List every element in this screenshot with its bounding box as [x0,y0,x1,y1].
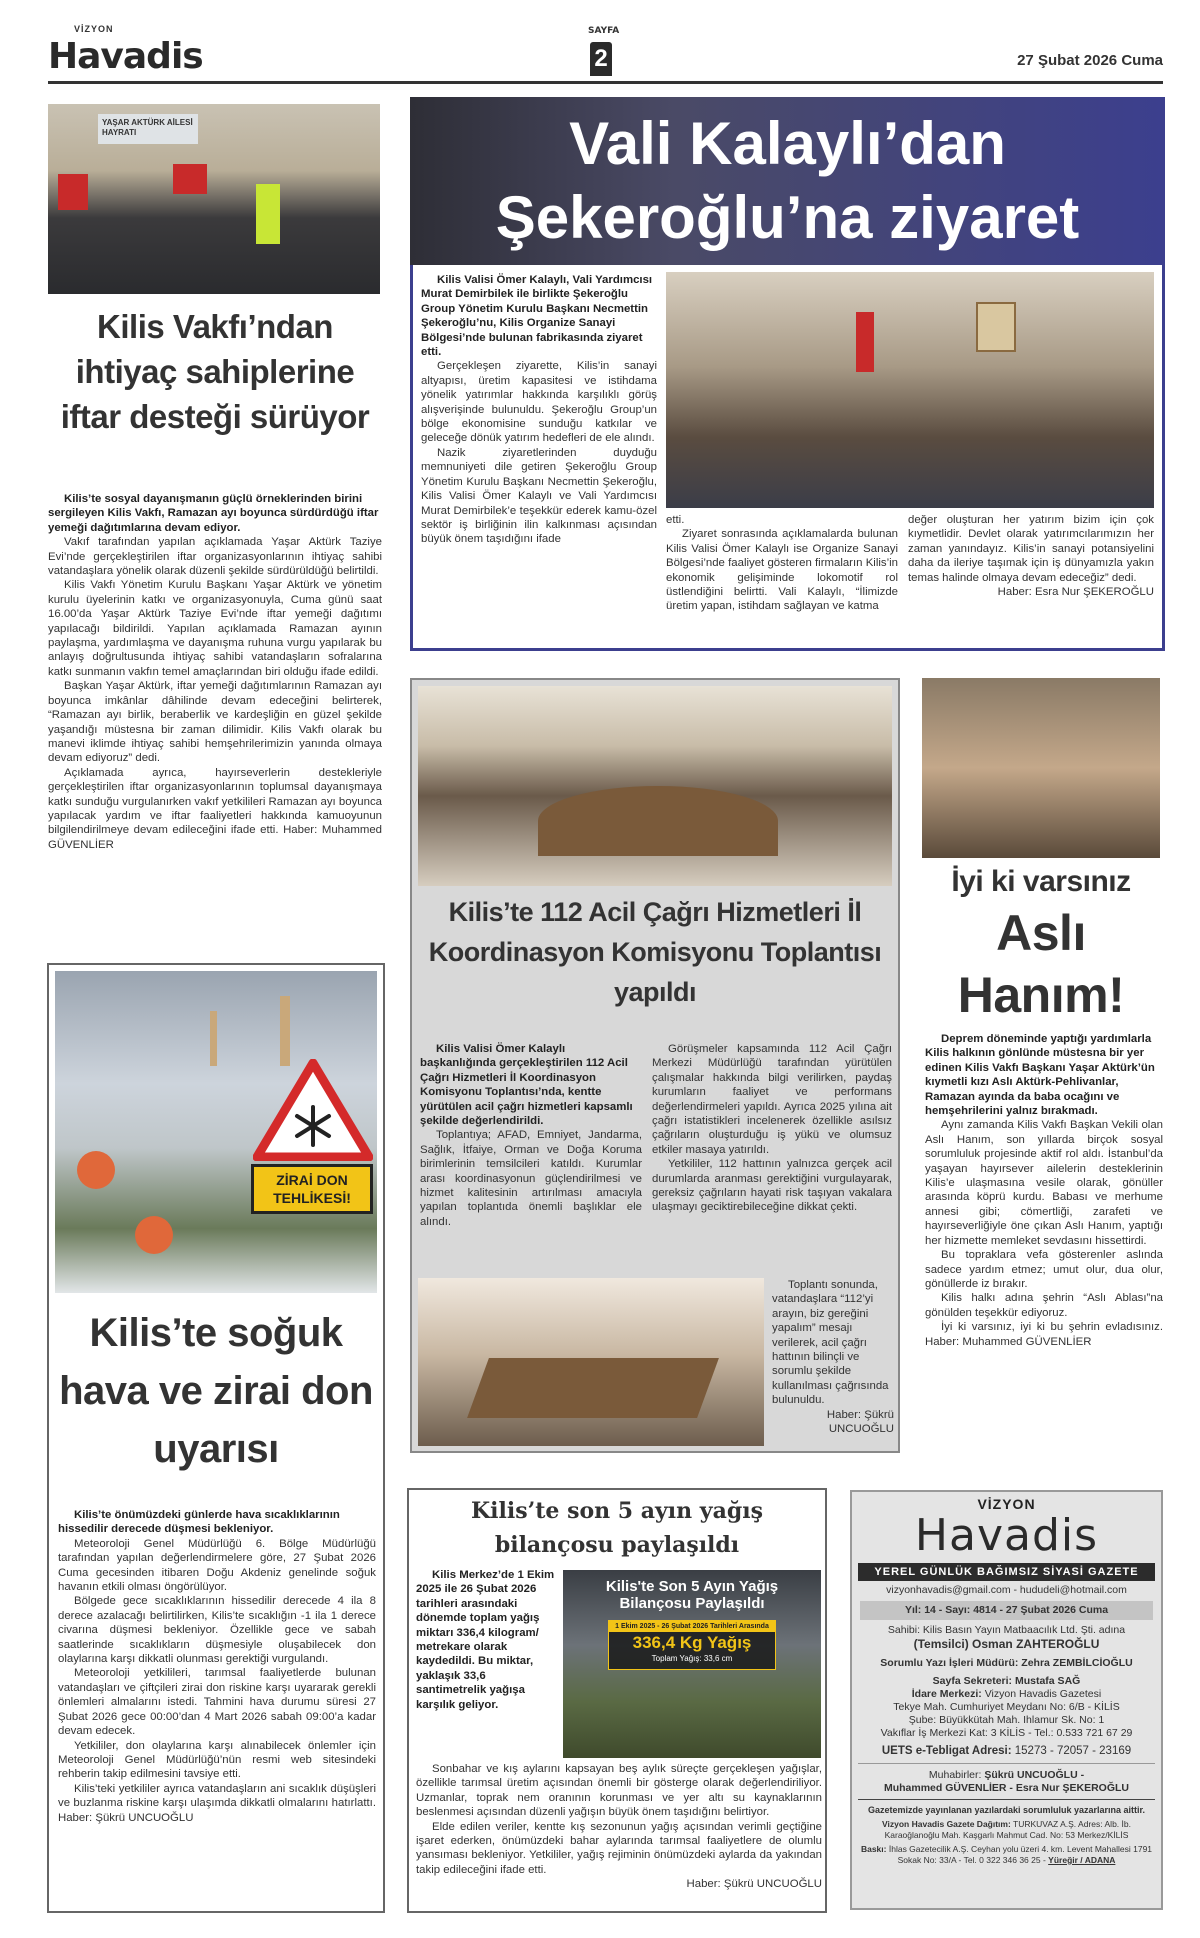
reporters-names: Şükrü UNCUOĞLU - [984,1769,1085,1781]
vali-col1 [421,273,657,547]
don-paragraph: Bölgede gece sıcaklıklarının hissedilir derecede 4 ila 8 derece azalacağı belirtilirken, Kilis’te sıcaklığın -1 ila 1 derece civarına düşmesi bekleniyor. Özellikle gece ve sabah saatlerinde sıcaklıkların düşmesiyle oluşabilecek don olaylarına karşı dikkatli olunması gerektiği vurgulandı. [58,1595,376,1666]
page-number: 2 [590,42,612,76]
article-112-byline: UNCUOĞLU [828,1423,894,1436]
uets-label: UETS e-Tebligat Adresi: [881,1745,1012,1757]
yagis-paragraph: Sonbahar ve kış aylarını kapsayan beş aylık süreçte gerçekleşen yağışlar, özellikle tarımsal üretim açısından önemli bir gösterge olarak değerlendiriliyor. Uzmanlar, toprak nem oranının korunması ve yer altı su kaynaklarının beslenmesi açısından düzenli yağışın büyük önem taşıdığını belirtiyor. [416,1763,822,1819]
article-112-byline: Haber: Şükrü [826,1408,894,1421]
vali-paragraph: Nazik ziyaretlerinden duyduğu memnuniyeti dile getiren Şekeroğlu Group Yönetim Kurulu Başkanı Necmettin Şekeroğlu, Kilis Valisi Ömer Kalaylı ve Vali Yardımcısı Murat Demirbilek’e teşekkür ederek kamu-özel sektör iş birliğinin ilin kalkınması açısından büyük önem taşıdığını ifade [421,446,657,546]
flag [173,164,207,194]
meeting-photo [418,686,892,886]
distribution-label: Vizyon Havadis Gazete Dağıtım: [882,1819,1011,1829]
hq-label: İdare Merkezi: [911,1688,982,1700]
frozen-tomato [77,1151,115,1189]
asli-title-line2: Aslı [996,905,1086,961]
yagis-lead-col [416,1568,558,1712]
infographic-amount: 336,4 Kg Yağış [632,1633,752,1652]
impressum-emails[interactable]: vizyonhavadis@gmail.com - hududeli@hotmail.com [886,1584,1127,1596]
iftar-paragraph: Açıklamada ayrıca, hayırseverlerin destekleriyle gerçekleştirilen iftar organizasyonlarının toplumsal dayanışmaya katkı sunduğu vurgulanırken vakıf yetkilileri Ramazan ayı boyunca yapılacak yardım ve iftar faaliyetleri hakkında kamuoyunun bilgilendirilmeye devam edileceğini ifade etti. Haber: Muhammed GÜVENLİER [48,766,382,851]
vali-paragraph: Ziyaret sonrasında açıklamalarda bulunan Kilis Valisi Ömer Kalaylı ise Organize Sanayi Bölgesi’nde faaliyet gösteren firmaların Kilis’in ekonomik gelişiminde lokomotif rol üstlendiğini belirtti. Vali Kalaylı, “İlimizde üretim yapan, istihdam sağlayan ve katma [666,528,898,613]
asli-lead: Deprem döneminde yaptığı yardımlarla Kilis halkının gönlünde müstesna bir yer edinen Kilis Vakfı Başkanı Yaşar Aktürk’ün kıymetli kızı Aslı Aktürk-Pehlivanlar, Ramazan ayında da baba ocağını ve hemşehrilerini yalnız bırakmadı. [925,1033,1155,1118]
iftar-paragraph: Başkan Yaşar Aktürk, iftar yemeği dağıtımlarının Ramazan ayı boyunca imkânlar dâhilinde devam edeceğini belirterek, “Ramazan ayı birlik, beraberlik ve kardeşliğin en güzel şekilde yaşandığı müstesna bir zaman dilimidir. Kilis Vakfı olarak bu manevi iklimde ihtiyaç sahibi hemşehrilerimizin yanında olmaya devam ediyoruz” dedi. [48,680,382,765]
don-paragraph: Meteoroloji Genel Müdürlüğü 6. Bölge Müdürlüğü tarafından yapılan değerlendirmelere göre, 27 Şubat 2026 Cuma gecesinden itibaren Doğu Akdeniz genelinde soğuk havanın etkili olması öngörülüyor. [58,1537,376,1594]
editor-label: Sorumlu Yazı İşleri Müdürü: [880,1657,1019,1669]
vali-title-line2: Şekeroğlu’na ziyaret [495,184,1080,251]
iftar-lead: Kilis’te sosyal dayanışmanın güçlü örneklerinden birini sergileyen Kilis Vakfı, Ramazan ayı boyunca sürdürdüğü iftar yemeği dağıtımlarına devam ediyor. [48,493,379,534]
iftar-paragraph: Kilis Vakfı Yönetim Kurulu Başkanı Yaşar Aktürk ve yönetim kurulu üyelerinin katkı ve organizasyonuyla, Cuma günü saat 16.00’da Yaşar Aktürk Taziye Evi’nde iftar yemeği dağıtımı yapılacağı bildirildi. Yapılan açıklamada Ramazan ayının paylaşma, yardımlaşma ve dayanışma ruhuna vurgu yapılarak bu anlayış doğrultusunda ihtiyaç sahibi vatandaşların sofralarına katkı sunmanın vakfın temel amaçlarından biri olduğu ifade edildi. [48,579,382,678]
don-paragraph: Meteoroloji yetkilileri, tarımsal faaliyetlerde bulunan vatandaşları ve çiftçileri zirai don riskine karşı uyararak gerekli önlemleri almalarını istedi. Tahmini hava durumu süresi 27 Şubat 2026 gece 00:00’dan 4 Mart 2026 sabah 09:00’a kadar devam edecek. [58,1667,376,1738]
article-112-col2 [652,1042,892,1215]
don-lead: Kilis’te önümüzdeki günlerde hava sıcaklıklarının hissedilir derecede düşmesi bekleniyor. [58,1509,340,1536]
issue-date: 27 Şubat 2026 Cuma [1017,52,1163,69]
frozen-tomato [135,1216,173,1254]
article-112-paragraph: Toplantıya; AFAD, Emniyet, Jandarma, Sağlık, İtfaiye, Orman ve Doğa Koruma birimlerinin temsilcileri katıldı. Kurumlar arası koordinasyonun güçlendirilmesi ve hizmet kalitesinin artırılması amacıyla yapılan toplantıda önemli başlıklar ele alındı. [420,1129,642,1228]
article-112-title: Kilis’te 112 Acil Çağrı Hizmetleri İl Koordinasyon Komisyonu Toplantısı yapıldı [428,897,882,1007]
asli-title [918,862,1164,1026]
frame-decor [976,302,1016,352]
reporters-names: Muhammed GÜVENLİER - Esra Nur ŞEKEROĞLU [883,1782,1130,1794]
print-label: Baskı: [860,1844,887,1854]
infographic-title-line: Kilis'te Son 5 Ayın Yağış [605,1578,779,1595]
don-paragraph: Kilis’teki yetkililer ayrıca vatandaşların ani sıcaklık düşüşleri ve buzlanma riskine karşı ulaşımda dikkatli olmalarını hatırlattı. Haber: Şükrü UNCUOĞLU [58,1782,376,1824]
asli-photo [922,678,1160,858]
article-112-lead: Kilis Valisi Ömer Kalaylı başkanlığında gerçekleştirilen 112 Acil Çağrı Hizmetleri İl Koordinasyon Komisyonu Toplantısı’nda, kentte yürütülen acil çağrı hizmetleri kapsamlı şekilde değerlendirildi. [420,1043,633,1128]
masthead [48,22,1163,84]
vali-col2 [666,513,898,614]
vali-photo [666,272,1154,508]
impressum-issue: Yıl: 14 - Sayı: 4814 - 27 Şubat 2026 Cuma [860,1601,1153,1620]
hq-name: Vizyon Havadis Gazetesi [984,1688,1102,1700]
asli-paragraph: Aynı zamanda Kilis Vakfı Başkan Vekili olan Aslı Hanım, son yıllarda birçok sosyal sorumluluk projesinde aktif rol aldı. İstanbul’da yaşayan hayırsever ailelerin desteklerinin Kilis’e ulaşmasına vesile olarak, gönüller arasında köprü kurdu. Babası ve merhume annesi gibi; cömertliği, zarafeti ve hayırseverliğiyle öne çıkan Aslı Hanım, yaptığı her hizmette memleket sevdasını hissettirdi. [925,1119,1163,1247]
distribution-text: TURKUVAZ A.Ş. Adres: Alb. İb. Karaoğlanoğlu Mah. Kaşgarlı Mahmut Cad. No: 53 Merkez/KİLİS [884,1819,1131,1840]
asli-title-line3: Hanım! [957,967,1125,1023]
page-label: SAYFA [588,26,620,36]
flag [58,174,88,210]
article-112-paragraph: Toplantı sonunda, vatandaşlara “112’yi arayın, biz gereğini yapalım” mesajı verilerek, acil çağrı hattının bilinçli ve sorumlu şekilde kullanılması çağrısında bulunuldu. [772,1279,889,1407]
asli-paragraph: Kilis halkı adına şehrin “Aslı Ablası”na gönülden teşekkür ediyoruz. [925,1292,1163,1319]
vali-title-line1: Vali Kalaylı’dan [569,110,1006,177]
table [467,1358,719,1418]
address-line: Vakıflar İş Merkezi Kat: 3 KİLİS - Tel.: 0.533 721 67 29 [880,1727,1133,1739]
asli-title-line1: İyi ki varsınız [951,865,1131,898]
vali-paragraph: değer oluşturan her yatırım bizim için çok kıymetlidir. Devlet olarak yatırımcılarımızın her zaman yanındayız. Kilis’in sanayi potansiyelini daha da ileriye taşımak için iş dünyamızla yakın temas halinde olmaya devam edeceğiz” dedi. [908,514,1154,584]
frost-sign [251,1164,373,1214]
vali-headline-banner [410,97,1165,265]
impressum-box [850,1490,1163,1910]
impressum-logo-top: VİZYON [977,1496,1036,1512]
iftar-photo [48,104,380,294]
asli-paragraph: İyi ki varsınız, iyi ki bu şehrin evladısınız. Haber: Muhammed GÜVENLİER [925,1321,1163,1348]
editor-name: Zehra ZEMBİLCİOĞLU [1021,1657,1133,1669]
vali-paragraph: etti. [666,514,685,526]
article-112-col1 [420,1042,642,1229]
minaret [210,1011,217,1066]
frost-photo [55,971,377,1293]
article-112-side [772,1278,894,1436]
reporters-label: Muhabirler: [928,1769,982,1781]
don-body [58,1508,376,1825]
yagis-body [416,1762,822,1892]
yagis-title: Kilis’te son 5 ayın yağış bilançosu paylaşıldı [471,1498,763,1558]
vali-byline: Haber: Esra Nur ŞEKEROĞLU [997,586,1154,599]
iftar-body [48,492,382,852]
infographic-date: 1 Ekim 2025 - 26 Şubat 2026 Tarihleri Arasında [609,1621,775,1632]
infographic-title-line: Bilançosu Paylaşıldı [619,1595,765,1612]
photo-sign: YAŞAR AKTÜRK AİLESİ HAYRATI [98,114,198,144]
article-112-paragraph: Yetkililer, 112 hattının yalnızca gerçek acil durumlarda aranması gerektiğini vurgulayarak, gereksiz çağrıların hayati risk taşıyan vakalara ulaşmayı geciktirebileceğine dikkat çekti. [652,1158,892,1214]
impressum-owner: Sahibi: Kilis Basın Yayın Matbaacılık Ltd. Şti. adına [887,1624,1126,1636]
asli-paragraph: Bu topraklara vefa gösterenler aslında sadece yardım etmez; umut olur, dua olur, gönüllerde iz bırakır. [925,1249,1163,1290]
iftar-title: Kilis Vakfı’ndan ihtiyaç sahiplerine iftar desteği sürüyor [60,308,370,435]
infographic-panel [608,1620,776,1670]
flag [856,312,874,372]
vest-person [256,184,280,244]
infographic-title [563,1578,821,1612]
rain-infographic [563,1570,821,1758]
impressum-tagline: YEREL GÜNLÜK BAĞIMSIZ SİYASİ GAZETE [858,1563,1155,1581]
print-city: Yüreğir / ADANA [1048,1855,1116,1865]
vali-paragraph: Gerçekleşen ziyarette, Kilis’in sanayi altyapısı, üretim kapasitesi ve istihdama yönelik yatırımlar hakkında karşılıklı görüş alışverişinde bulunuldu. Şekeroğlu Group’un bölge ekonomisine sunduğu katkılar ve geleceğe dönük yatırım hedefleri de ele alındı. [421,360,657,445]
sign-text: ZİRAİ DON [276,1172,348,1188]
yagis-byline: Haber: Şükrü UNCUOĞLU [686,1878,822,1891]
logo: Havadis [48,36,203,77]
meeting-photo-2 [418,1278,764,1446]
impressum-secretary: Sayfa Sekreteri: Mustafa SAĞ [932,1675,1081,1687]
infographic-total: Toplam Yağış: 33,6 cm [651,1654,733,1663]
uets-value: 15273 - 72057 - 23169 [1014,1745,1132,1757]
don-title: Kilis’te soğuk hava ve zirai don uyarısı [59,1311,373,1471]
address-line: Şube: Büyükkütah Mah. Ihlamur Sk. No: 1 [908,1714,1105,1726]
yagis-paragraph: Elde edilen veriler, kentte kış sezonunun yağış açısından verimli geçtiğine işaret ederken, önümüzdeki bahar aylarında tarımsal faaliyetlere de olumlu yansıması bekleniyor. Yetkililer, yağış rejiminin önümüzdeki aylarda da yakından takip edileceğini ifade etti. [416,1820,822,1876]
sign-text: TEHLİKESİ! [273,1190,351,1206]
impressum-owner-name: (Temsilci) Osman ZAHTEROĞLU [913,1637,1100,1651]
print-text: İhlas Gazetecilik A.Ş. Ceyhan yolu üzeri 4. km. Levent Mahallesi 1791 Sokak No: 33/A - Tel. 0 322 346 36 25 - [888,1844,1153,1865]
snowflake-warning-icon [253,1059,373,1161]
address-line: Tekye Mah. Cumhuriyet Meydanı No: 6/B - KİLİS [893,1701,1120,1713]
minaret [280,996,290,1066]
article-112-paragraph: Görüşmeler kapsamında 112 Acil Çağrı Merkezi Müdürlüğü tarafından yürütülen çalışmalar hakkında bilgi verilirken, paydaş kurumların faaliyet ve performans değerlendirmeleri yapıldı. Ayrıca 2025 yılına ait çağrı istatistikleri incelenerek özellikle asılsız çağrıların oluşturduğu iş yükü ve olumsuz etkiler masaya yatırıldı. [652,1043,892,1156]
logo-top: VİZYON [74,24,114,34]
table [538,786,778,856]
vali-lead: Kilis Valisi Ömer Kalaylı, Vali Yardımcısı Murat Demirbilek ile birlikte Şekeroğlu Group Yönetim Kurulu Başkanı Necmettin Şekeroğlu’nu, Kilis Organize Sanayi Bölgesi’nde bulunan fabrikasında ziyaret etti. [421,274,653,359]
asli-body [925,1032,1163,1349]
don-paragraph: Yetkililer, don olaylarına karşı alınabilecek önlemler için Meteoroloji Genel Müdürlüğü’nün resmi web sitesindeki rehberin takip edilmesini tavsiye etti. [58,1739,376,1781]
impressum-disclaimer: Gazetemizde yayınlanan yazılardaki sorumluluk yazarlarına aittir. [867,1805,1146,1815]
vali-col3 [908,513,1154,599]
iftar-paragraph: Vakıf tarafından yapılan açıklamada Yaşar Aktürk Taziye Evi’nde gerçekleştirilen iftar organizasyonlarının ihtiyaç sahibi vatandaşlara yönelik olarak düzenli şekilde sürdürüldüğü belirtildi. [48,536,382,578]
impressum-logo: Havadis [914,1510,1099,1561]
yagis-lead: Kilis Merkez’de 1 Ekim 2025 ile 26 Şubat 2026 tarihleri arasındaki dönemde toplam yağış miktarı 336,4 kilogram/ metrekare olarak kaydedildi. Bu miktar, yaklaşık 33,6 santimetrelik yağışa karşılık geliyor. [416,1569,555,1711]
